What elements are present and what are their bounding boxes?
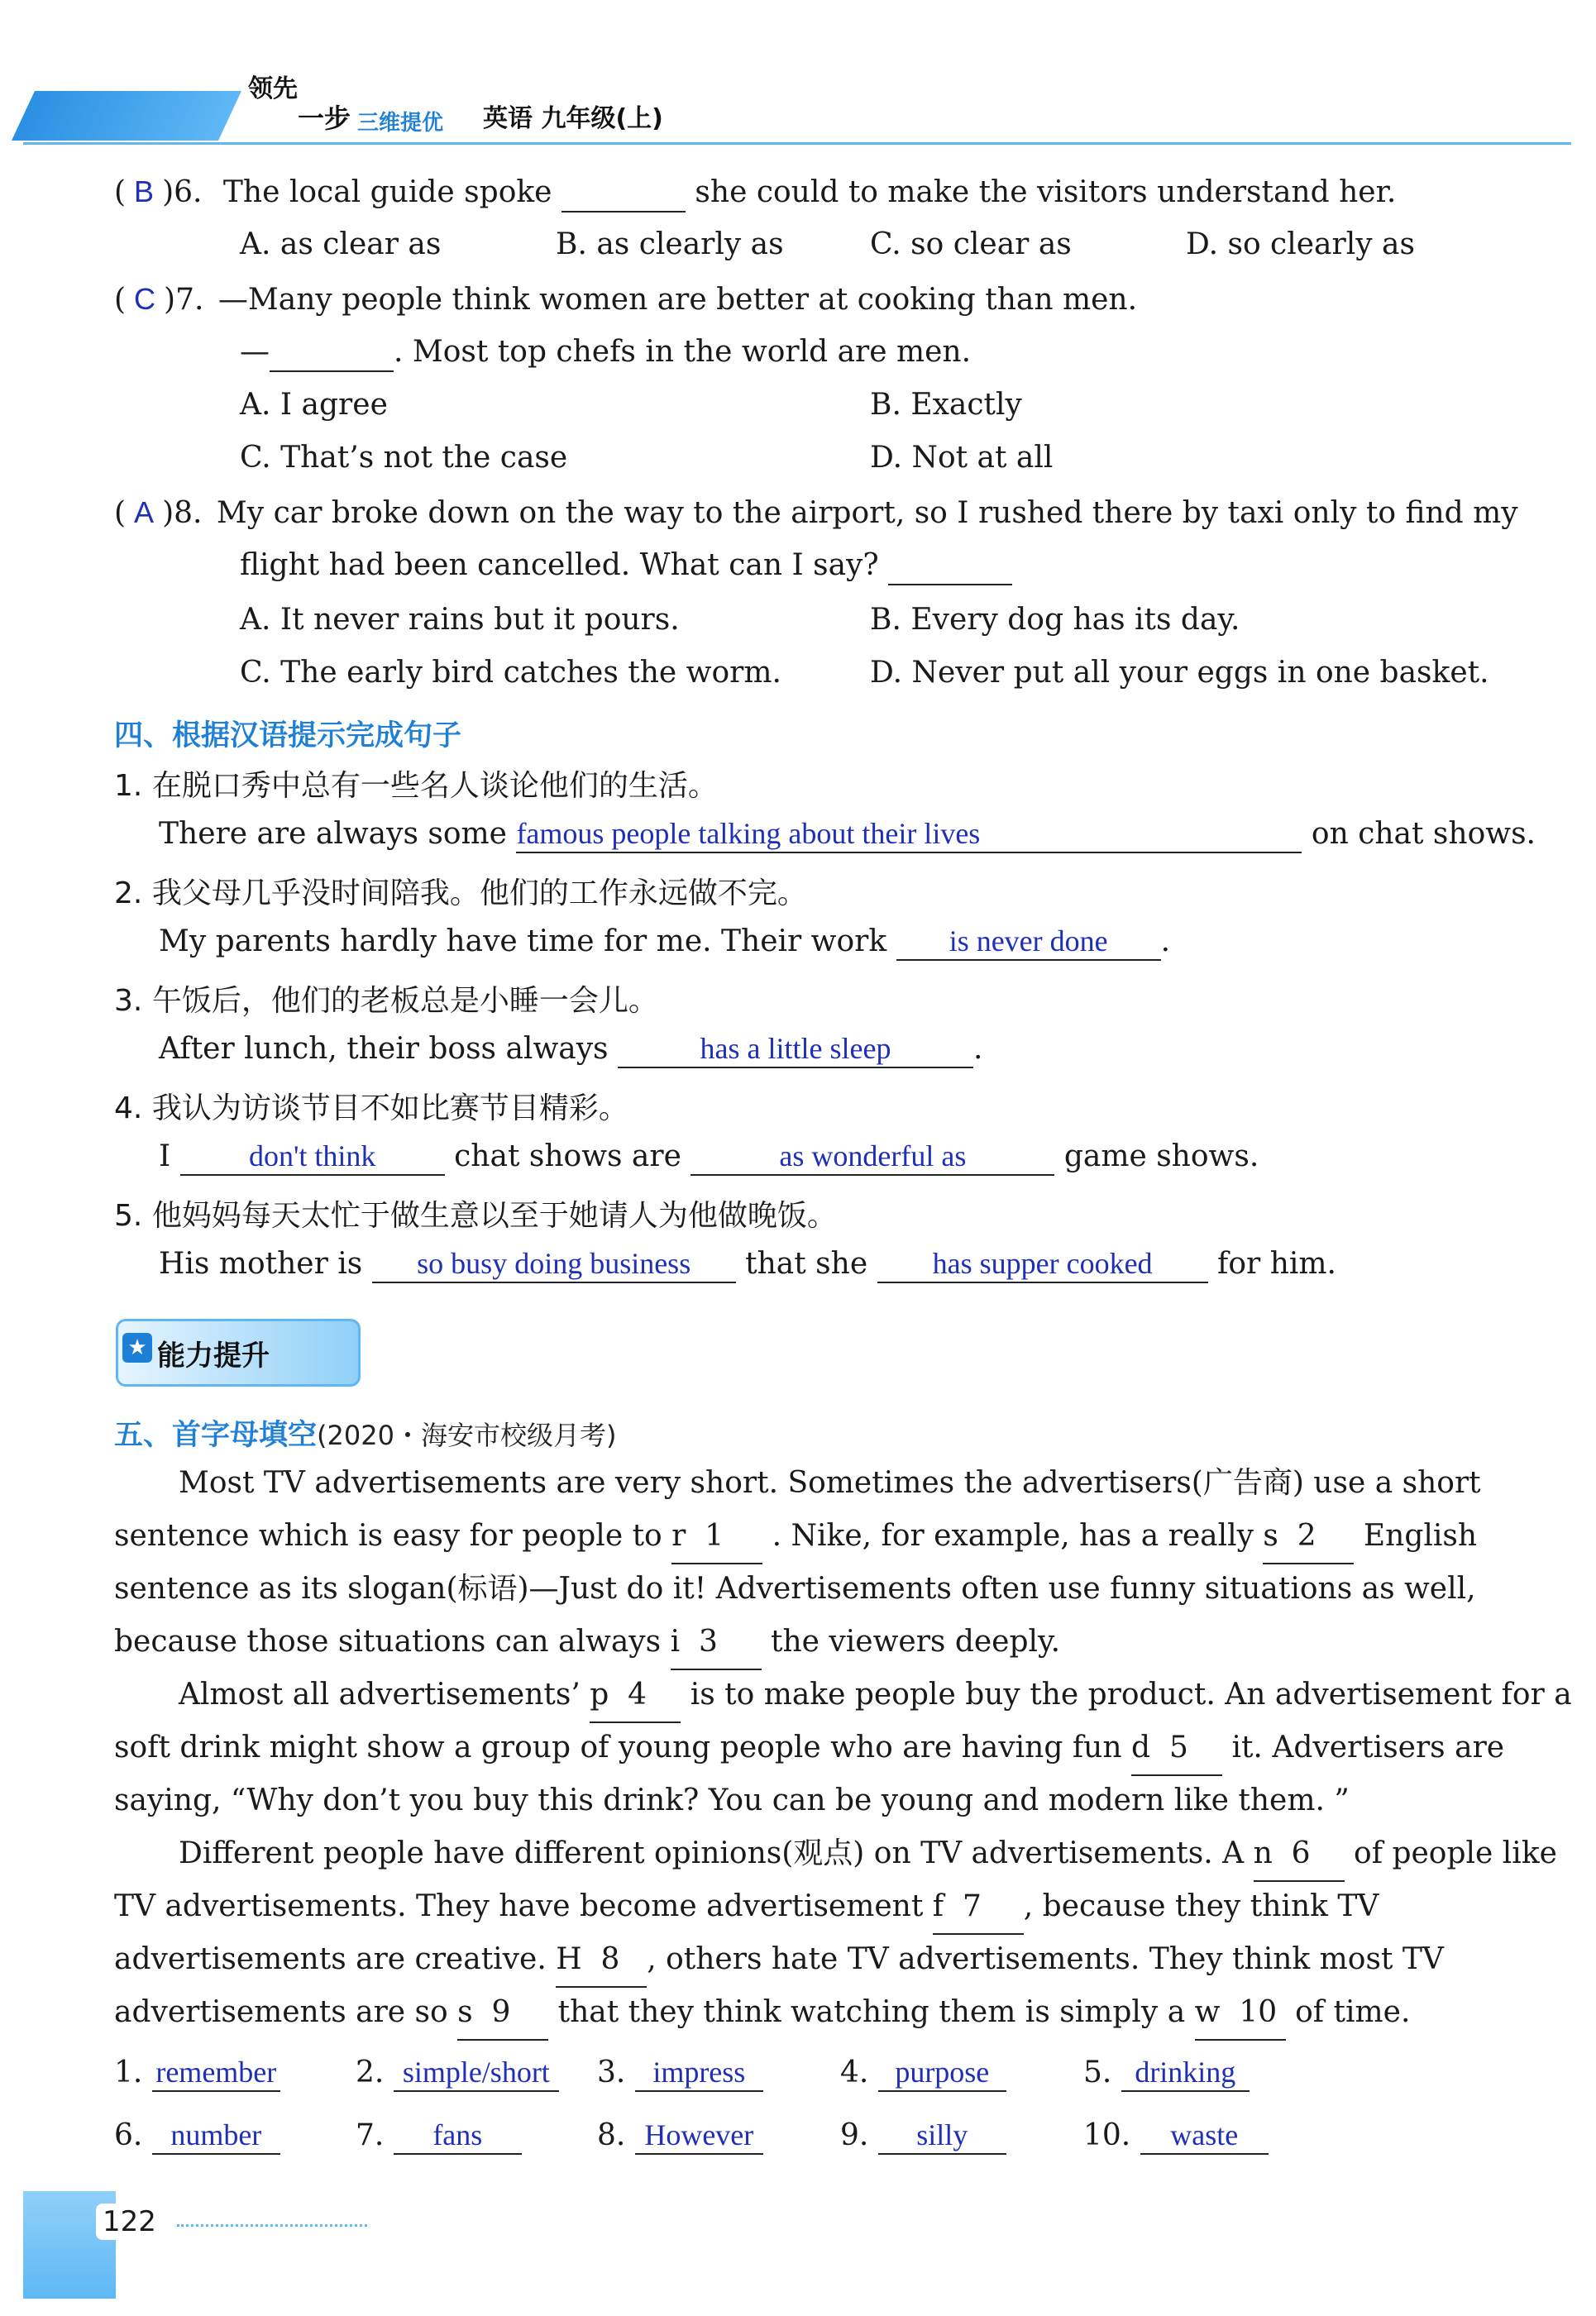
s4-q2-en: My parents hardly have time for me. Their work is never done .	[159, 923, 1170, 961]
mc-q8-opt-c: C. The early bird catches the worm.	[240, 656, 781, 690]
s5-para1-l2: sentence which is easy for people to r 1 . Nike, for example, has a really s 2 English	[114, 1510, 1477, 1564]
star-icon: ★	[122, 1333, 152, 1363]
s5-answer-4: 4. purpose	[840, 2054, 1006, 2092]
footer-dots	[177, 2224, 367, 2227]
s4-q3-cn: 3. 午饭后，他们的老板总是小睡一会儿。	[114, 984, 658, 1018]
header-band	[12, 91, 241, 141]
section5-title: 五、首字母填空(2020・海安市校级月考)	[114, 1419, 617, 1452]
s4-q3-en: After lunch, their boss always has a little sleep .	[159, 1030, 982, 1068]
s5-answer-10: 10. waste	[1083, 2117, 1269, 2155]
s4-q2-answer: is never done	[896, 923, 1161, 961]
s5-para3-l2: TV advertisements. They have become advertisement f 7 , because they think TV	[114, 1880, 1379, 1935]
s5-answer-3: 3. impress	[597, 2054, 763, 2092]
s5-answer-8: 8. However	[597, 2117, 763, 2155]
s4-q1-en: There are always some famous people talking about their lives on chat shows.	[159, 815, 1536, 853]
mc-answer: C	[134, 282, 156, 316]
s4-q4-cn: 4. 我认为访谈节目不如比赛节目精彩。	[114, 1091, 628, 1125]
s5-para2-l2: soft drink might show a group of young people who are having fun d 5 it. Advertisers are	[114, 1721, 1504, 1776]
mc-q6-opt-c: C. so clear as	[870, 227, 1072, 261]
header-series: 三维提优	[357, 111, 444, 136]
s5-para1-l1: Most TV advertisements are very short. Sometimes the advertisers(广告商) use a short	[179, 1466, 1481, 1500]
mc-q6-opt-d: D. so clearly as	[1186, 227, 1415, 261]
mc-q7-opt-a: A. I agree	[240, 388, 388, 422]
s4-q3-answer: has a little sleep	[618, 1030, 973, 1068]
s4-q5-answer-1: so busy doing business	[372, 1245, 736, 1283]
mc-q7-line2: — . Most top chefs in the world are men.	[240, 334, 971, 372]
s5-para1-l4: because those situations can always i 3 the viewers deeply.	[114, 1616, 1060, 1670]
s5-para2-l3: saying, “Why don’t you buy this drink? You can be young and modern like them. ”	[114, 1784, 1350, 1817]
s5-para1-l3: sentence as its slogan(标语)—Just do it! Advertisements often use funny situations as well,	[114, 1572, 1476, 1606]
s5-answer-9: 9. silly	[840, 2117, 1006, 2155]
mc-q8: ( A )8. My car broke down on the way to the airport, so I rushed there by taxi only to find my	[114, 495, 1518, 530]
mc-q6-opt-b: B. as clearly as	[556, 227, 784, 261]
s4-q4-answer-1: don't think	[180, 1138, 445, 1176]
badge-label: 能力提升	[157, 1339, 270, 1373]
s4-q1-cn: 1. 在脱口秀中总有一些名人谈论他们的生活。	[114, 769, 718, 803]
s4-q2-cn: 2. 我父母几乎没时间陪我。他们的工作永远做不完。	[114, 876, 807, 910]
mc-q7-opt-b: B. Exactly	[870, 388, 1022, 422]
mc-q8-opt-b: B. Every dog has its day.	[870, 603, 1240, 637]
header-brand-bottom: 一步	[298, 103, 351, 134]
s5-answer-6: 6. number	[114, 2117, 280, 2155]
s4-q4-answer-2: as wonderful as	[690, 1138, 1054, 1176]
s5-answer-1: 1. remember	[114, 2054, 280, 2092]
header-book: 英语 九年级(上)	[483, 104, 663, 133]
mc-answer: A	[134, 495, 155, 529]
s4-q1-answer: famous people talking about their lives	[516, 815, 1302, 853]
mc-q8-opt-a: A. It never rains but it pours.	[240, 603, 680, 637]
mc-q6-opt-a: A. as clear as	[240, 227, 442, 261]
s5-answer-7: 7. fans	[356, 2117, 522, 2155]
mc-q7: ( C )7. —Many people think women are better at cooking than men.	[114, 282, 1138, 317]
mc-answer: B	[134, 174, 155, 208]
mc-q7-opt-c: C. That’s not the case	[240, 441, 568, 475]
s5-para3-l1: Different people have different opinions(观点) on TV advertisements. A n 6 of people like	[179, 1827, 1557, 1882]
header-rule	[23, 142, 1571, 145]
s5-para2-l1: Almost all advertisements’ p 4 is to make people buy the product. An advertisement for a	[179, 1669, 1572, 1723]
mc-q8-line2: flight had been cancelled. What can I say?	[240, 547, 1012, 585]
header-brand: 领先	[248, 74, 298, 103]
s5-answer-2: 2. simple/short	[356, 2054, 559, 2092]
page-number: 122	[96, 2204, 163, 2240]
s4-q5-en: His mother is so busy doing business that she has supper cooked for him.	[159, 1245, 1336, 1283]
s4-q4-en: I don't think chat shows are as wonderful as game shows.	[159, 1138, 1259, 1176]
mc-q7-opt-d: D. Not at all	[870, 441, 1054, 475]
s5-para3-l4: advertisements are so s 9 that they think watching them is simply a w 10 of time.	[114, 1986, 1410, 2041]
s5-para3-l3: advertisements are creative. H 8 , others hate TV advertisements. They think most TV	[114, 1933, 1444, 1988]
mc-q8-opt-d: D. Never put all your eggs in one basket.	[870, 656, 1489, 690]
s4-q5-cn: 5. 他妈妈每天太忙于做生意以至于她请人为他做晚饭。	[114, 1199, 837, 1233]
mc-q6: ( B )6. The local guide spoke she could to make the visitors understand her.	[114, 174, 1396, 212]
section4-title: 四、根据汉语提示完成句子	[114, 719, 462, 752]
s5-answer-5: 5. drinking	[1083, 2054, 1250, 2092]
s4-q5-answer-2: has supper cooked	[877, 1245, 1208, 1283]
